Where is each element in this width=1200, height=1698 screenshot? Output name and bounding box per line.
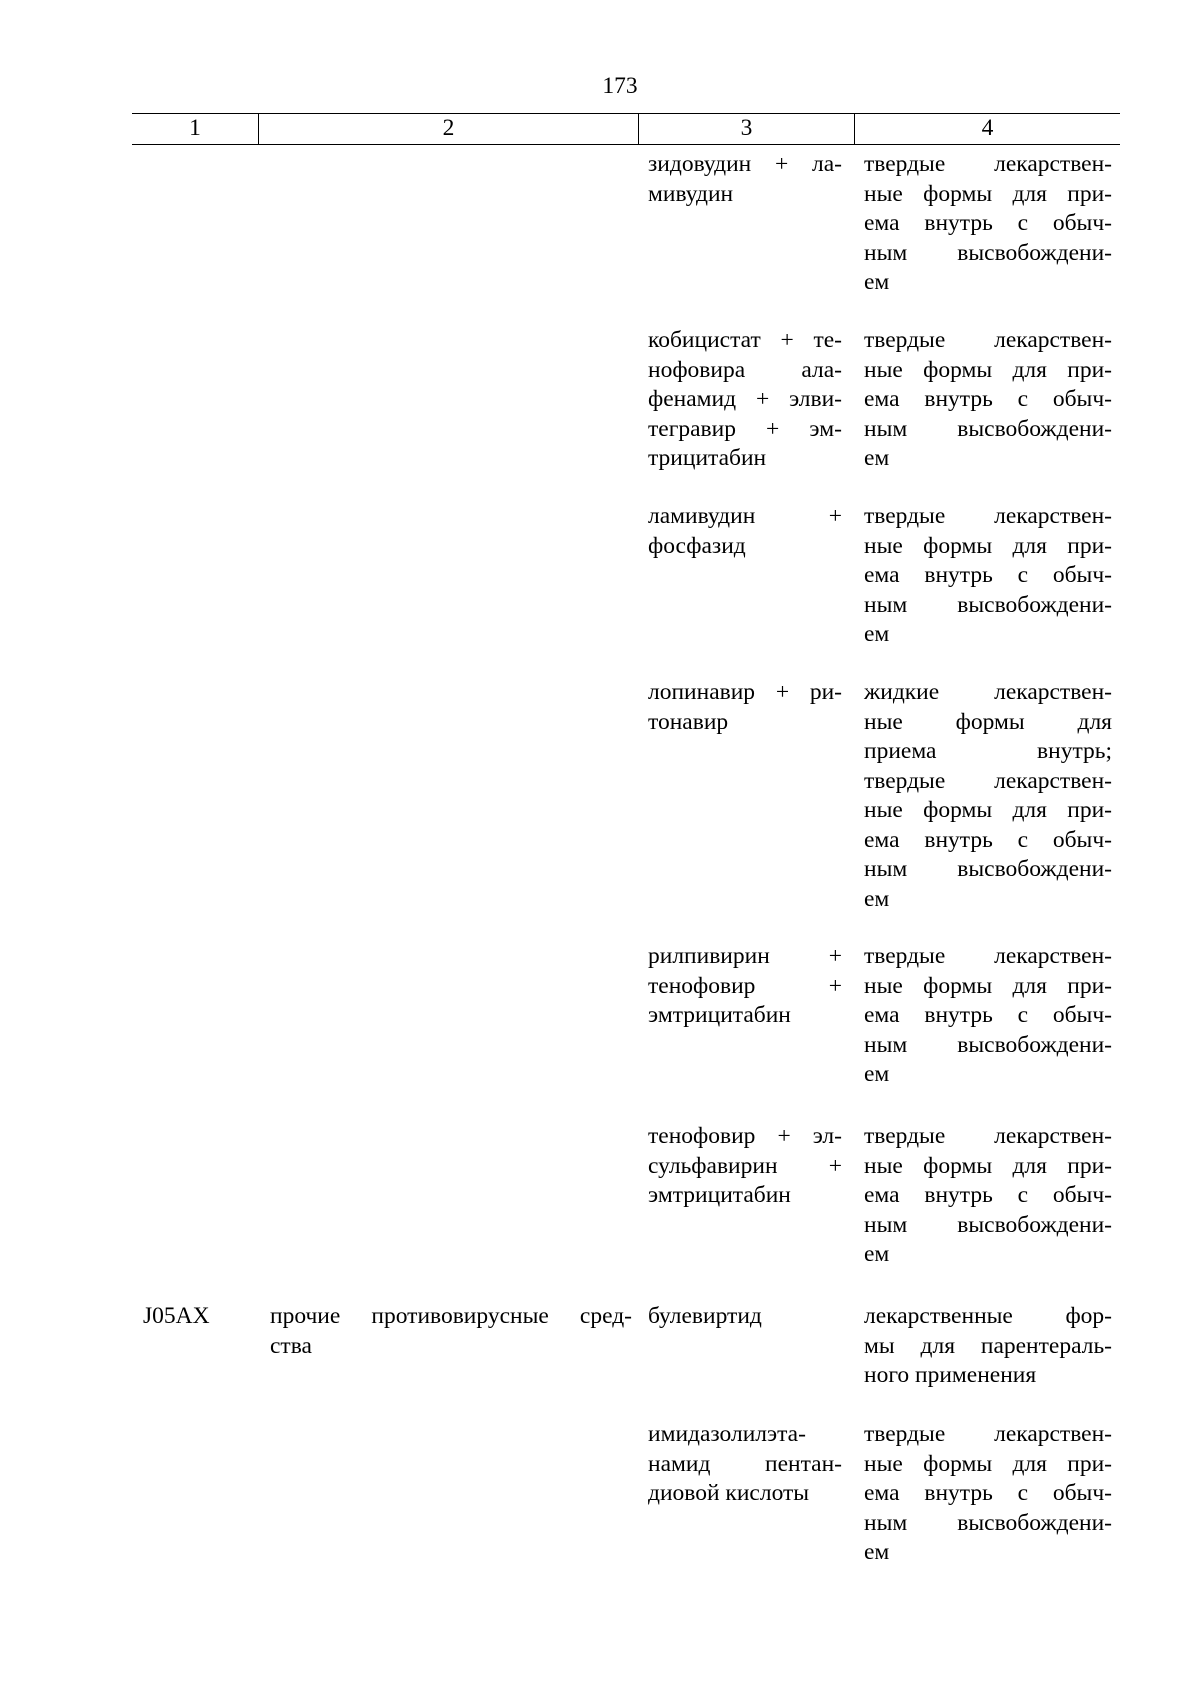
column-header-3: 3 — [638, 114, 854, 144]
dosage-form-cell-line: приема внутрь; — [864, 738, 1112, 764]
dosage-form-cell-line: ного применения — [864, 1362, 1037, 1388]
dosage-form-cell-line: ем — [864, 885, 890, 912]
dosage-form-cell-line: ные формы для при- — [864, 1450, 1112, 1477]
dosage-form-cell — [864, 678, 1112, 914]
dosage-form-cell — [864, 1302, 1112, 1391]
dosage-form-cell-line: твердые лекарствен- — [864, 503, 1112, 529]
dosage-form-cell-line: ным высвобождени- — [864, 1031, 1112, 1058]
atc-code-cell: J05AX — [143, 1303, 210, 1329]
dosage-form-cell-line: ема внутрь с обыч- — [864, 562, 1112, 588]
drug-name-cell-line: рилпивирин + — [648, 943, 842, 969]
drug-name-cell — [648, 1420, 842, 1509]
dosage-form-cell-line: твердые лекарствен- — [864, 1123, 1112, 1149]
dosage-form-cell — [864, 150, 1112, 298]
dosage-form-cell-line: ные формы для при- — [864, 1152, 1112, 1179]
page-number: 173 — [602, 73, 638, 99]
dosage-form-cell-line: ным высвобождени- — [864, 591, 1112, 618]
dosage-form-cell-line: лекарственные фор- — [864, 1303, 1112, 1329]
dosage-form-cell — [864, 1122, 1112, 1270]
dosage-form-cell-line: ема внутрь с обыч- — [864, 1480, 1112, 1506]
group-name-cell — [270, 1302, 632, 1361]
dosage-form-cell-line: ема внутрь с обыч- — [864, 210, 1112, 236]
dosage-form-cell-line: ным высвобождени- — [864, 856, 1112, 882]
drug-name-cell-line: зидовудин + ла- — [648, 151, 842, 177]
dosage-form-cell-line: твердые лекарствен- — [864, 1421, 1112, 1447]
drug-name-cell — [648, 502, 842, 561]
dosage-form-cell-line: твердые лекарствен- — [864, 327, 1112, 353]
drug-name-cell-line: намид пентан- — [648, 1450, 842, 1477]
dosage-form-cell-line: ема внутрь с обыч- — [864, 1182, 1112, 1208]
drug-name-cell-line: мивудин — [648, 180, 734, 207]
dosage-form-cell-line: ные формы для при- — [864, 180, 1112, 207]
drug-name-cell-line: тенофовир + — [648, 972, 842, 999]
dosage-form-cell-line: ным высвобождени- — [864, 239, 1112, 266]
drug-name-cell-line: сульфавирин + — [648, 1152, 842, 1179]
dosage-form-cell — [864, 1420, 1112, 1568]
dosage-form-cell-line: ем — [864, 1241, 890, 1267]
dosage-form-cell-line: ем — [864, 269, 890, 295]
drug-name-cell-line: фосфазид — [648, 532, 746, 559]
drug-name-cell-line: тегравир + эм- — [648, 415, 842, 442]
dosage-form-cell — [864, 326, 1112, 474]
drug-name-cell-line: имидазолилэта- — [648, 1421, 806, 1447]
drug-name-cell — [648, 1302, 842, 1332]
dosage-form-cell-line: ем — [864, 1061, 890, 1087]
drug-name-cell-line: трицитабин — [648, 445, 767, 471]
drug-name-cell-line: тонавир — [648, 708, 729, 735]
column-header-1: 1 — [189, 115, 201, 141]
column-header-2: 2 — [258, 114, 638, 144]
drug-name-cell — [648, 150, 842, 209]
dosage-form-cell-line: ема внутрь с обыч- — [864, 1002, 1112, 1028]
dosage-form-cell-line: мы для парентераль- — [864, 1332, 1112, 1359]
drug-name-cell-line: эмтрицитабин — [648, 1002, 791, 1028]
drug-name-cell-line: ламивудин + — [648, 503, 842, 529]
drug-name-cell-line: нофовира ала- — [648, 356, 842, 383]
dosage-form-cell-line: ема внутрь с обыч- — [864, 386, 1112, 412]
table-header — [132, 113, 1120, 145]
dosage-form-cell-line: ные формы для при- — [864, 797, 1112, 823]
group-name-cell-line: прочие противовирусные сред- — [270, 1303, 632, 1329]
drug-name-cell — [648, 1122, 842, 1211]
drug-name-cell-line: диовой кислоты — [648, 1480, 810, 1506]
dosage-form-cell-line: ные формы для — [864, 708, 1112, 735]
group-name-cell-line: ства — [270, 1332, 312, 1359]
dosage-form-cell-line: ным высвобождени- — [864, 1509, 1112, 1536]
dosage-form-cell-line: ем — [864, 445, 890, 471]
dosage-form-cell-line: жидкие лекарствен- — [864, 679, 1112, 705]
dosage-form-cell — [864, 942, 1112, 1090]
dosage-form-cell-line: твердые лекарствен- — [864, 943, 1112, 969]
dosage-form-cell-line: ные формы для при- — [864, 972, 1112, 999]
column-header-4: 4 — [854, 114, 1120, 144]
drug-name-cell-line: кобицистат + те- — [648, 327, 842, 353]
drug-name-cell-line: лопинавир + ри- — [648, 679, 842, 705]
drug-name-cell — [648, 326, 842, 474]
dosage-form-cell-line: ные формы для при- — [864, 532, 1112, 559]
dosage-form-cell-line: твердые лекарствен- — [864, 151, 1112, 177]
dosage-form-cell-line: ным высвобождени- — [864, 1211, 1112, 1238]
dosage-form-cell-line: ем — [864, 1539, 890, 1565]
dosage-form-cell-line: ем — [864, 621, 890, 647]
drug-name-cell-line: булевиртид — [648, 1303, 762, 1329]
drug-name-cell-line: тенофовир + эл- — [648, 1123, 842, 1149]
dosage-form-cell-line: ным высвобождени- — [864, 415, 1112, 442]
dosage-form-cell-line: ные формы для при- — [864, 356, 1112, 383]
drug-name-cell — [648, 942, 842, 1031]
dosage-form-cell-line: твердые лекарствен- — [864, 767, 1112, 794]
drug-name-cell — [648, 678, 842, 737]
drug-name-cell-line: фенамид + элви- — [648, 386, 842, 412]
drug-name-cell-line: эмтрицитабин — [648, 1182, 791, 1208]
dosage-form-cell-line: ема внутрь с обыч- — [864, 826, 1112, 853]
dosage-form-cell — [864, 502, 1112, 650]
